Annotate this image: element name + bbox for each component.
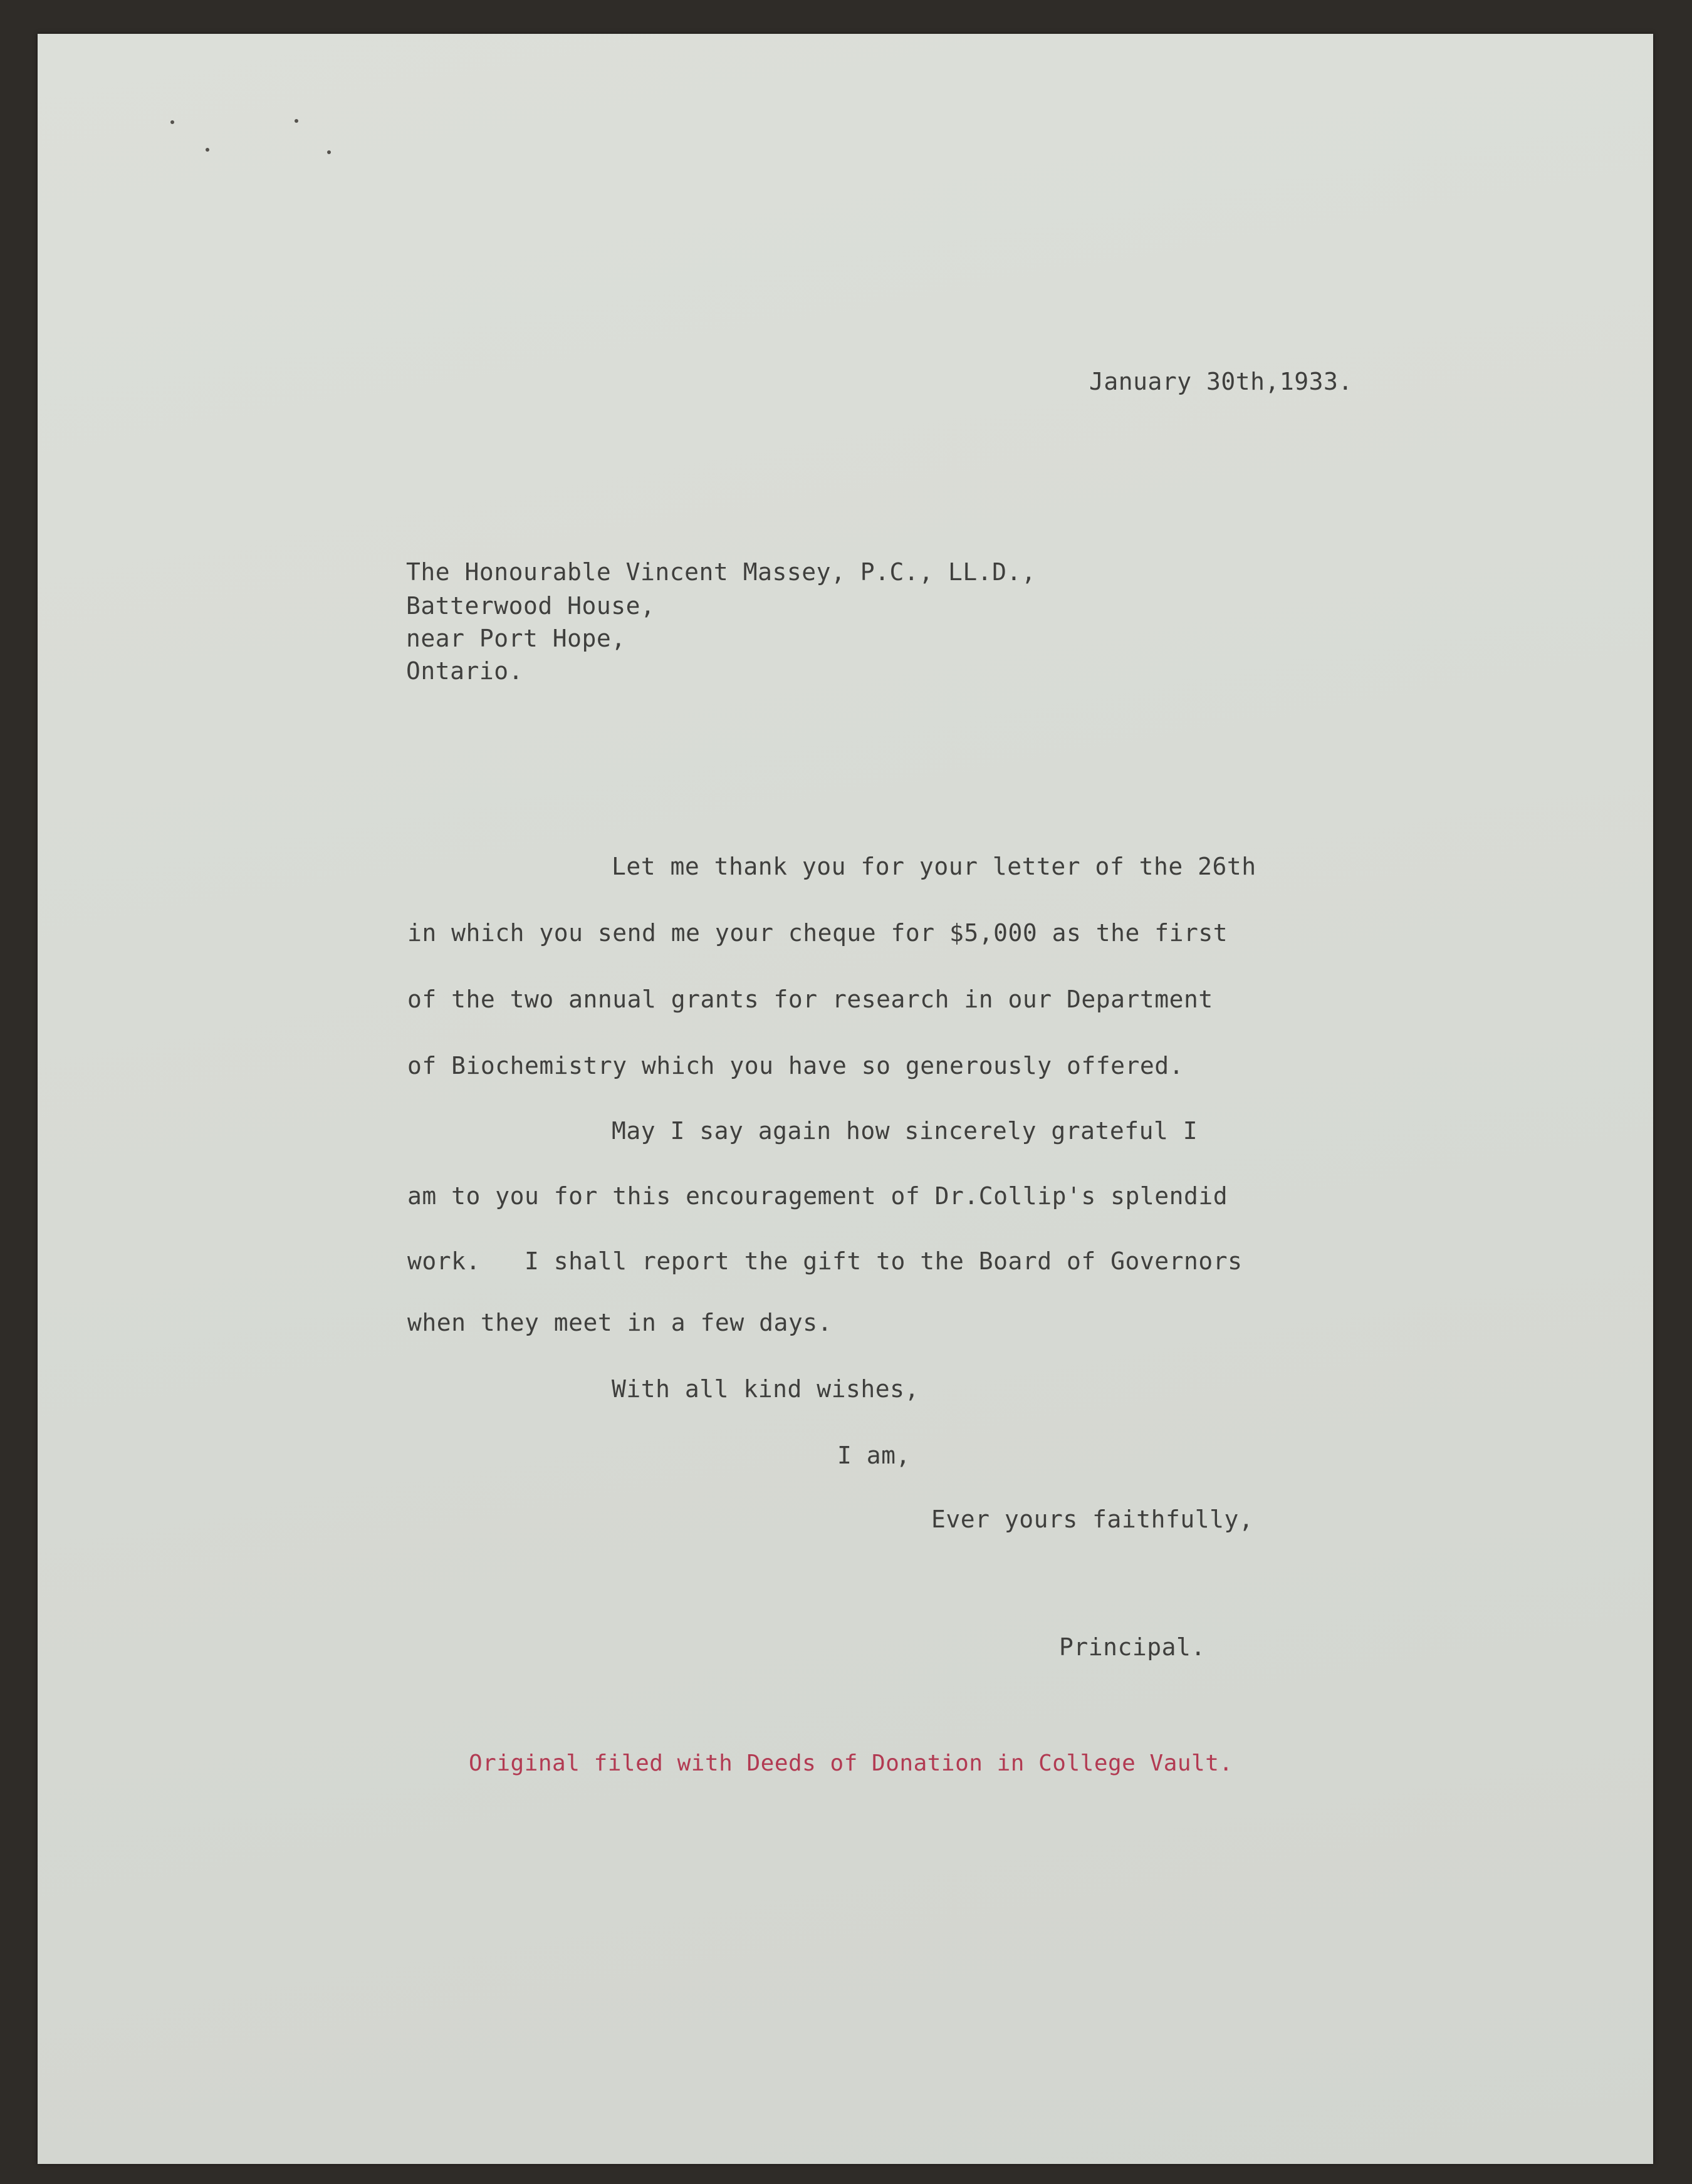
address-line: near Port Hope,	[406, 625, 626, 652]
body-line: of Biochemistry which you have so generously offered.	[407, 1052, 1184, 1079]
address-line: The Honourable Vincent Massey, P.C., LL.D.,	[406, 558, 1037, 586]
signatory-title: Principal.	[1059, 1633, 1206, 1661]
paper-speck	[170, 120, 174, 124]
address-line: Ontario.	[406, 657, 524, 685]
closing-i-am: I am,	[837, 1442, 911, 1469]
paper-speck	[206, 148, 209, 152]
closing-valediction: Ever yours faithfully,	[931, 1505, 1254, 1533]
address-line: Batterwood House,	[406, 592, 655, 620]
body-line: work. I shall report the gift to the Board of Governors	[407, 1247, 1243, 1275]
closing-wishes: With all kind wishes,	[612, 1375, 919, 1403]
paper-speck	[327, 150, 331, 154]
body-line: in which you send me your cheque for $5,000 as the first	[407, 919, 1228, 947]
paper-speck	[295, 119, 298, 123]
letter-page	[38, 34, 1653, 2164]
body-line: am to you for this encouragement of Dr.Collip's splendid	[407, 1182, 1228, 1210]
body-line: when they meet in a few days.	[407, 1309, 832, 1336]
body-line: May I say again how sincerely grateful I	[612, 1117, 1198, 1145]
letter-date: January 30th,1933.	[1089, 368, 1353, 395]
body-line: of the two annual grants for research in our Department	[407, 985, 1213, 1013]
body-line: Let me thank you for your letter of the 26th	[612, 853, 1256, 880]
filing-note: Original filed with Deeds of Donation in College Vault.	[469, 1750, 1233, 1776]
